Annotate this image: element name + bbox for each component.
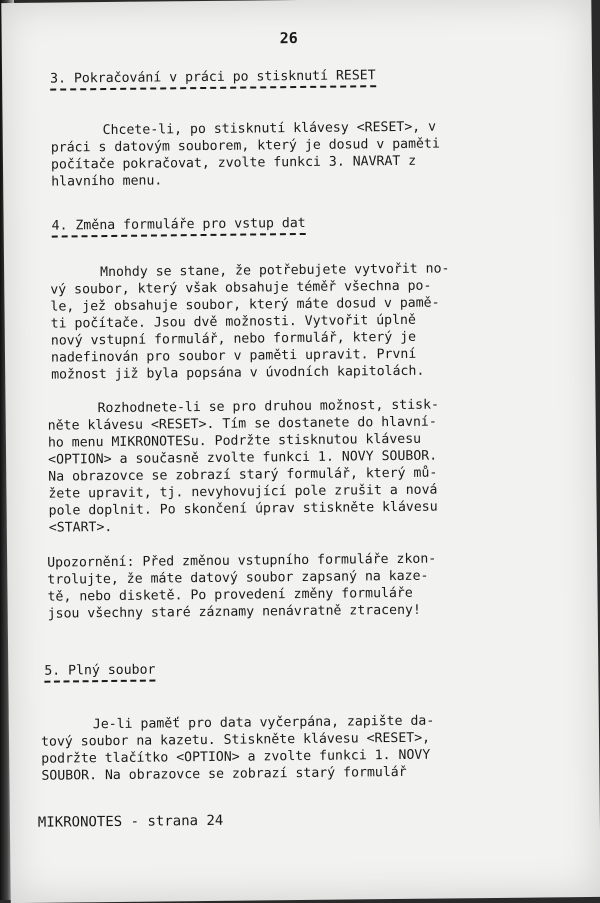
paragraph-line: práci s datovým souborem, který je dosud v paměti — [50, 136, 440, 156]
paragraph-line: Je-li paměť pro data vyčerpána, zapište da- — [92, 713, 435, 733]
warning-line: trolujte, že máte datový soubor zapsaný na kaze- — [47, 568, 429, 588]
paragraph-line: pole doplnit. Po skončení úprav stiskněte klávesu — [48, 499, 438, 519]
paragraph-line: vý soubor, který však obsahuje téměř všechna po- — [50, 278, 432, 298]
paragraph-line: ti počítače. Jsou dvě možnosti. Vytvořit úplně — [50, 312, 416, 332]
page-footer: MIKRONOTES - strana 24 — [37, 812, 224, 831]
section-5-heading — [44, 662, 155, 683]
warning-line: tě, nebo disketě. Po provedení změny formuláře — [47, 585, 413, 605]
section-3-heading-text: 3. Pokračování v práci po stisknutí RESET — [50, 68, 376, 87]
section-4-heading — [52, 215, 306, 238]
paragraph-line: nový vstupní formulář, nebo formulář, který je — [50, 329, 417, 349]
paragraph-line: tový soubor na kazetu. Stiskněte klávesu <RESET>, — [40, 730, 431, 750]
section-5-paragraph — [41, 711, 572, 785]
paragraph-line: žete upravit, tj. nevyhovující pole zrušit a nová — [48, 482, 438, 502]
warning-line: Upozornění: Před změnou vstupního formuláře zkon- — [47, 551, 437, 571]
paragraph-line: možnost již byla popsána v úvodních kapitolách. — [51, 363, 425, 383]
section-4-warning — [47, 549, 568, 622]
paragraph-line: nadefinován pro soubor v paměti upravit. První — [50, 346, 417, 366]
paragraph-line: <START>. — [48, 519, 113, 536]
section-3-heading — [50, 67, 376, 90]
section-4-paragraph-2 — [47, 395, 564, 536]
warning-line: jsou všechny staré záznamy nenávratně ztraceny! — [47, 602, 421, 622]
paragraph-line: <OPTION> a současně zvolte funkci 1. NOVY SOUBOR. — [48, 448, 438, 468]
paragraph-line: počítače pokračovat, zvolte funkci 3. NAVRAT z — [50, 153, 417, 173]
paragraph-line: Rozhodnete-li se pro druhou možnost, stisk- — [97, 397, 440, 417]
paragraph-line: něte klávesu <RESET>. Tím se dostanete do hlavní- — [47, 414, 437, 434]
section-3-paragraph — [51, 117, 562, 190]
page-number: 26 — [279, 29, 298, 48]
section-5-underline — [44, 680, 155, 683]
paragraph-line: Na obrazovce se zobrazí starý formulář, který mů- — [48, 465, 438, 485]
section-4-underline — [52, 233, 306, 238]
paragraph-line: ho menu MIKRONOTESu. Podržte stisknutou klávesu — [47, 431, 422, 451]
section-5-heading-text: 5. Plný soubor — [44, 662, 156, 679]
paragraph-line: hlavního menu. — [51, 173, 163, 190]
section-4-paragraph-1 — [50, 259, 563, 383]
document-page — [1, 0, 600, 903]
paragraph-line: SOUBOR. Na obrazovce se zobrazí starý formulář — [41, 764, 407, 784]
paragraph-line: Mnohdy se stane, že potřebujete vytvořit no- — [100, 261, 450, 281]
paragraph-line: podržte tlačítko <OPTION> a zvolte funkci 1. NOVY — [41, 747, 431, 767]
paragraph-line: le, jež obsahuje soubor, který máte dosud v pamě- — [50, 295, 440, 315]
section-4-heading-text: 4. Změna formuláře pro vstup dat — [51, 215, 306, 234]
paragraph-line: Chcete-li, po stisknutí klávesy <RESET>, v — [102, 119, 437, 139]
